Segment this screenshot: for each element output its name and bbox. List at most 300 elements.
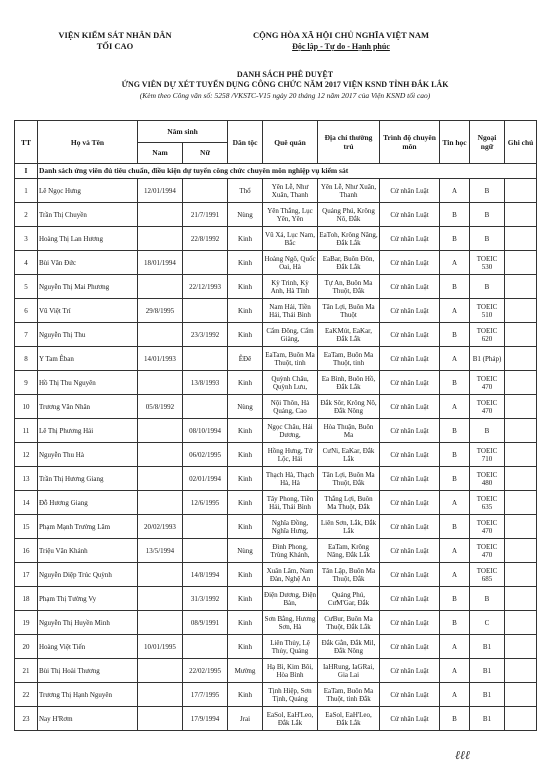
document-title: DANH SÁCH PHÊ DUYỆT [236,70,334,79]
row-note [505,467,537,491]
row-address: Tân Lợi, Buôn Ma Thuột [318,299,380,323]
row-female-dob: 17/7/1995 [183,683,228,707]
row-address: EaToh, Krông Năng, Đắk Lắk [318,227,380,251]
row-male-dob: 18/01/1994 [138,251,183,275]
row-degree: Cử nhân Luật [380,539,440,563]
row-it: A [440,347,470,371]
col-female: Nữ [183,142,228,164]
row-name: Hoàng Thị Lan Hương [38,227,138,251]
row-tt: 16 [15,539,38,563]
row-address: Liên Sơn, Lắk, Đắk Lắk [318,515,380,539]
table-row [15,539,537,563]
row-language: B1 [470,683,505,707]
row-it: B [440,587,470,611]
row-male-dob: 14/01/1993 [138,347,183,371]
row-tt: 5 [15,275,38,299]
row-it: A [440,491,470,515]
row-address: Đắk Sôr, Krông Nô, Đắk Nông [318,395,380,419]
row-note [505,323,537,347]
row-note [505,299,537,323]
row-it: B [440,467,470,491]
row-it: B [440,707,470,731]
row-it: A [440,251,470,275]
row-tt: 2 [15,203,38,227]
row-male-dob [138,611,183,635]
row-address: EaBar, Buôn Đôn, Đắk Lắk [318,251,380,275]
row-hometown: Nam Hải, Tiền Hải, Thái Bình [263,299,318,323]
row-tt: 3 [15,227,38,251]
row-male-dob [138,371,183,395]
col-note: Ghi chú [505,121,537,164]
row-language: B [470,227,505,251]
row-male-dob: 29/8/1995 [138,299,183,323]
row-language: TOEIC 530 [470,251,505,275]
row-name: Hồ Thị Thu Nguyên [38,371,138,395]
row-ethnicity: Nùng [228,539,263,563]
row-ethnicity: Kinh [228,227,263,251]
table-row [15,587,537,611]
row-tt: 9 [15,371,38,395]
row-address: EaTam, Buôn Ma Thuột, tỉnh Đắk [318,683,380,707]
row-degree: Cử nhân Luật [380,659,440,683]
row-it: A [440,299,470,323]
row-male-dob [138,587,183,611]
row-name: Nguyễn Thị Thu [38,323,138,347]
table-row [15,683,537,707]
row-it: B [440,611,470,635]
row-male-dob [138,419,183,443]
row-degree: Cử nhân Luật [380,563,440,587]
row-tt: 10 [15,395,38,419]
row-name: Đỗ Hương Giang [38,491,138,515]
row-female-dob [183,515,228,539]
row-degree: Cử nhân Luật [380,251,440,275]
col-male: Nam [138,142,183,164]
row-hometown: Hoàng Ngô, Quốc Oai, Hà [263,251,318,275]
row-female-dob [183,539,228,563]
table-row [15,491,537,515]
row-ethnicity: Kinh [228,563,263,587]
row-female-dob [183,299,228,323]
row-address: CưBur, Buôn Ma Thuột, Đắk Lắk [318,611,380,635]
row-address: Yên Lễ, Như Xuân, Thanh [318,179,380,203]
row-male-dob [138,323,183,347]
row-tt: 17 [15,563,38,587]
section-number: I [15,164,38,179]
row-tt: 12 [15,443,38,467]
col-hometown: Quê quán [263,121,318,164]
row-note [505,635,537,659]
row-note [505,395,537,419]
col-birth-year: Năm sinh [138,121,228,143]
row-female-dob: 21/7/1991 [183,203,228,227]
row-female-dob [183,395,228,419]
row-degree: Cử nhân Luật [380,179,440,203]
row-degree: Cử nhân Luật [380,419,440,443]
row-female-dob: 08/10/1994 [183,419,228,443]
row-it: B [440,323,470,347]
row-degree: Cử nhân Luật [380,275,440,299]
row-female-dob: 06/02/1995 [183,443,228,467]
row-male-dob [138,227,183,251]
row-address: Tân Lợi, Buôn Ma Thuột, Đắk [318,467,380,491]
row-note [505,563,537,587]
row-tt: 7 [15,323,38,347]
row-female-dob: 14/8/1994 [183,563,228,587]
row-it: B [440,275,470,299]
table-row [15,227,537,251]
row-male-dob [138,467,183,491]
row-degree: Cử nhân Luật [380,299,440,323]
row-name: Y Tam Êban [38,347,138,371]
nation-motto: Độc lập - Tự do - Hạnh phúc [292,42,390,51]
section-label: Danh sách ứng viên đủ tiêu chuẩn, điều kiện dự tuyển công chức chuyên môn nghiệp vụ kiểm sát [38,164,537,179]
row-degree: Cử nhân Luật [380,587,440,611]
row-ethnicity: Kinh [228,587,263,611]
table-row [15,203,537,227]
row-language: TOEIC 685 [470,563,505,587]
row-ethnicity: Kinh [228,443,263,467]
row-tt: 11 [15,419,38,443]
row-male-dob: 05/8/1992 [138,395,183,419]
table-row [15,419,537,443]
row-it: B [440,203,470,227]
row-female-dob: 17/9/1994 [183,707,228,731]
row-name: Lê Ngọc Hưng [38,179,138,203]
row-language: TOEIC 620 [470,323,505,347]
row-hometown: EaSol, EaH'Leo, Đắk Lắk [263,707,318,731]
candidate-table [14,120,537,731]
row-note [505,683,537,707]
nation-header [196,30,486,52]
row-language: TOEIC 635 [470,491,505,515]
table-row [15,299,537,323]
table-row [15,515,537,539]
row-language: TOEIC 710 [470,443,505,467]
row-name: Bùi Văn Đức [38,251,138,275]
row-name: Triệu Văn Khánh [38,539,138,563]
row-ethnicity: Jrai [228,707,263,731]
row-ethnicity: Kinh [228,515,263,539]
row-ethnicity: Kinh [228,491,263,515]
col-tt: TT [15,121,38,164]
row-hometown: Liên Thủy, Lệ Thủy, Quảng [263,635,318,659]
row-note [505,419,537,443]
row-hometown: Hồng Hưng, Tứ Lộc, Hải [263,443,318,467]
row-note [505,227,537,251]
row-address: Thắng Lợi, Buôn Ma Thuột, Đắk [318,491,380,515]
row-note [505,347,537,371]
row-male-dob [138,443,183,467]
row-male-dob: 13/5/1994 [138,539,183,563]
row-tt: 20 [15,635,38,659]
table-row [15,563,537,587]
row-it: A [440,659,470,683]
row-it: A [440,635,470,659]
row-it: A [440,179,470,203]
row-it: B [440,515,470,539]
row-name: Nay H'Rơm [38,707,138,731]
row-ethnicity: Nùng [228,395,263,419]
section-row [15,164,537,179]
row-tt: 1 [15,179,38,203]
row-address: Hòa Thuận, Buôn Ma [318,419,380,443]
col-it: Tin học [440,121,470,164]
table-row [15,659,537,683]
row-tt: 14 [15,491,38,515]
row-hometown: Quỳnh Châu, Quỳnh Lưu, [263,371,318,395]
row-name: Trương Thị Hạnh Nguyên [38,683,138,707]
row-ethnicity: Kinh [228,635,263,659]
row-female-dob: 08/9/1991 [183,611,228,635]
row-note [505,515,537,539]
row-language: B [470,179,505,203]
row-hometown: Nghĩa Đồng, Nghĩa Hưng, [263,515,318,539]
table-row [15,347,537,371]
row-degree: Cử nhân Luật [380,323,440,347]
row-note [505,203,537,227]
row-degree: Cử nhân Luật [380,611,440,635]
row-note [505,179,537,203]
row-language: B1 [470,635,505,659]
row-name: Trần Thị Chuyền [38,203,138,227]
signature-mark: ℓℓℓ [455,748,470,762]
row-hometown: Sơn Bằng, Hương Sơn, Hà [263,611,318,635]
row-female-dob: 23/3/1992 [183,323,228,347]
row-ethnicity: Kinh [228,419,263,443]
row-female-dob: 02/01/1994 [183,467,228,491]
row-male-dob [138,203,183,227]
row-name: Nguyễn Thị Mai Phương [38,275,138,299]
row-address: Đắk Gằn, Đắk Mil, Đắk Nông [318,635,380,659]
header-row [15,121,537,143]
row-address: EaKMút, EaKar, Đắk Lắk [318,323,380,347]
row-ethnicity: Kinh [228,275,263,299]
row-language: TOEIC 470 [470,371,505,395]
row-degree: Cử nhân Luật [380,395,440,419]
row-male-dob [138,491,183,515]
row-hometown: Điện Dương, Điện Bàn, [263,587,318,611]
row-note [505,491,537,515]
row-note [505,539,537,563]
row-it: A [440,563,470,587]
row-tt: 13 [15,467,38,491]
row-tt: 18 [15,587,38,611]
row-name: Vũ Việt Trí [38,299,138,323]
row-tt: 4 [15,251,38,275]
row-ethnicity: ÊĐê [228,347,263,371]
row-tt: 19 [15,611,38,635]
row-address: EaTam, Krông Năng, Đắk Lắk [318,539,380,563]
row-name: Phạm Thị Tường Vy [38,587,138,611]
row-degree: Cử nhân Luật [380,635,440,659]
row-degree: Cử nhân Luật [380,347,440,371]
row-name: Lê Thị Phương Hải [38,419,138,443]
row-female-dob [183,179,228,203]
row-tt: 6 [15,299,38,323]
row-hometown: Yên Thắng, Lục Yên, Yên [263,203,318,227]
row-language: B [470,275,505,299]
row-address: Tự An, Buôn Ma Thuột, Đắk [318,275,380,299]
row-male-dob [138,563,183,587]
row-name: Trần Thị Hương Giang [38,467,138,491]
row-language: TOEIC 470 [470,515,505,539]
row-ethnicity: Nùng [228,203,263,227]
row-ethnicity: Thổ [228,179,263,203]
row-ethnicity: Kinh [228,251,263,275]
row-female-dob: 22/8/1992 [183,227,228,251]
table-row [15,395,537,419]
table-row [15,635,537,659]
row-name: Nguyễn Diệp Trúc Quỳnh [38,563,138,587]
row-degree: Cử nhân Luật [380,467,440,491]
row-hometown: EaTam, Buôn Ma Thuột, tỉnh [263,347,318,371]
table-row [15,371,537,395]
row-language: TOEIC 480 [470,467,505,491]
table-row [15,323,537,347]
table-row [15,611,537,635]
row-address: Ea Bình, Buôn Hồ, Đắk Lắk [318,371,380,395]
row-it: A [440,539,470,563]
row-female-dob [183,347,228,371]
row-tt: 22 [15,683,38,707]
row-male-dob: 20/02/1993 [138,515,183,539]
org-header [40,30,190,52]
row-it: B [440,227,470,251]
row-address: CưNi, EaKar, Đắk Lắk [318,443,380,467]
row-language: TOEIC 470 [470,395,505,419]
row-hometown: Ngọc Châu, Hải Dương, [263,419,318,443]
row-address: EaTam, Buôn Ma Thuột, tỉnh [318,347,380,371]
row-address: EaSol, EaH'Leo, Đắk Lắk [318,707,380,731]
row-female-dob: 12/6/1995 [183,491,228,515]
row-note [505,587,537,611]
row-it: B [440,371,470,395]
row-degree: Cử nhân Luật [380,491,440,515]
row-hometown: Tây Phong, Tiền Hải, Thái Bình [263,491,318,515]
row-name: Bùi Thị Hoài Thương [38,659,138,683]
col-degree: Trình độ chuyên môn [380,121,440,164]
row-language: B [470,203,505,227]
row-it: A [440,683,470,707]
row-male-dob [138,683,183,707]
document-subtitle: (Kèm theo Công văn số: 5258 /VKSTC-V15 ngày 20 tháng 12 năm 2017 của Viện KSND tối cao) [139,91,431,100]
row-note [505,275,537,299]
row-female-dob: 22/02/1995 [183,659,228,683]
row-note [505,251,537,275]
table-row [15,179,537,203]
row-ethnicity: Kinh [228,611,263,635]
row-degree: Cử nhân Luật [380,203,440,227]
row-hometown: Yên Lễ, Như Xuân, Thanh [263,179,318,203]
row-note [505,659,537,683]
row-note [505,707,537,731]
row-degree: Cử nhân Luật [380,443,440,467]
row-address: Quảng Phú, Krông Nô, Đắk [318,203,380,227]
row-address: IaHRung, IaGRai, Gia Lai [318,659,380,683]
row-name: Hoàng Việt Tiến [38,635,138,659]
row-hometown: Kỳ Trinh, Kỳ Anh, Hà Tĩnh [263,275,318,299]
row-ethnicity: Kinh [228,371,263,395]
nation-line-1: CỘNG HÒA XÃ HỘI CHỦ NGHĨA VIỆT NAM [252,30,430,40]
row-hometown: Nội Thôn, Hà Quảng, Cao [263,395,318,419]
row-degree: Cử nhân Luật [380,683,440,707]
row-language: TOEIC 510 [470,299,505,323]
row-name: Phạm Mạnh Trường Lâm [38,515,138,539]
org-line-1: VIỆN KIỂM SÁT NHÂN DÂN [58,30,172,40]
row-it: B [440,419,470,443]
row-address: Quảng Phú, CưM'Gar, Đắk [318,587,380,611]
row-male-dob: 10/01/1995 [138,635,183,659]
row-language: B1 [470,659,505,683]
table-row [15,275,537,299]
row-language: B [470,587,505,611]
row-female-dob [183,251,228,275]
row-note [505,611,537,635]
table-row [15,443,537,467]
row-it: B [440,443,470,467]
row-language: C [470,611,505,635]
row-degree: Cử nhân Luật [380,227,440,251]
table-row [15,251,537,275]
row-language: B1 (Pháp) [470,347,505,371]
row-language: B1 [470,707,505,731]
row-female-dob: 31/3/1992 [183,587,228,611]
row-hometown: Đình Phong, Trùng Khánh, [263,539,318,563]
row-ethnicity: Mường [228,659,263,683]
row-name: Trương Văn Nhân [38,395,138,419]
row-degree: Cử nhân Luật [380,707,440,731]
col-language: Ngoại ngữ [470,121,505,164]
col-ethnicity: Dân tộc [228,121,263,164]
row-name: Nguyễn Thu Hà [38,443,138,467]
row-ethnicity: Kinh [228,299,263,323]
col-address: Địa chỉ thường trú [318,121,380,164]
row-note [505,443,537,467]
col-name: Họ và Tên [38,121,138,164]
row-ethnicity: Kinh [228,323,263,347]
row-male-dob [138,707,183,731]
row-language: TOEIC 470 [470,539,505,563]
row-hometown: Vũ Xá, Lục Nam, Bắc [263,227,318,251]
row-male-dob [138,659,183,683]
row-name: Nguyễn Thị Huyền Minh [38,611,138,635]
row-hometown: Xuân Lâm, Nam Đàn, Nghệ An [263,563,318,587]
document-title-line-2: ỨNG VIÊN DỰ XÉT TUYỂN DỤNG CÔNG CHỨC NĂM 2017 VIỆN KSND TỈNH ĐẮK LẮK [121,80,449,89]
table-row [15,707,537,731]
row-tt: 23 [15,707,38,731]
row-female-dob: 13/8/1993 [183,371,228,395]
row-hometown: Thạch Hà, Thạch Hà, Hà [263,467,318,491]
row-hometown: Cẩm Đông, Cẩm Giàng, [263,323,318,347]
row-female-dob: 22/12/1993 [183,275,228,299]
org-line-2: TỐI CAO [96,41,134,51]
row-ethnicity: Kinh [228,467,263,491]
row-male-dob [138,275,183,299]
row-male-dob: 12/01/1994 [138,179,183,203]
row-female-dob [183,635,228,659]
row-address: Tân Lập, Buôn Ma Thuột, Đắk [318,563,380,587]
row-degree: Cử nhân Luật [380,371,440,395]
row-degree: Cử nhân Luật [380,515,440,539]
row-note [505,371,537,395]
row-tt: 8 [15,347,38,371]
row-tt: 21 [15,659,38,683]
row-it: A [440,395,470,419]
row-tt: 15 [15,515,38,539]
row-language: B [470,419,505,443]
row-ethnicity: Kinh [228,683,263,707]
